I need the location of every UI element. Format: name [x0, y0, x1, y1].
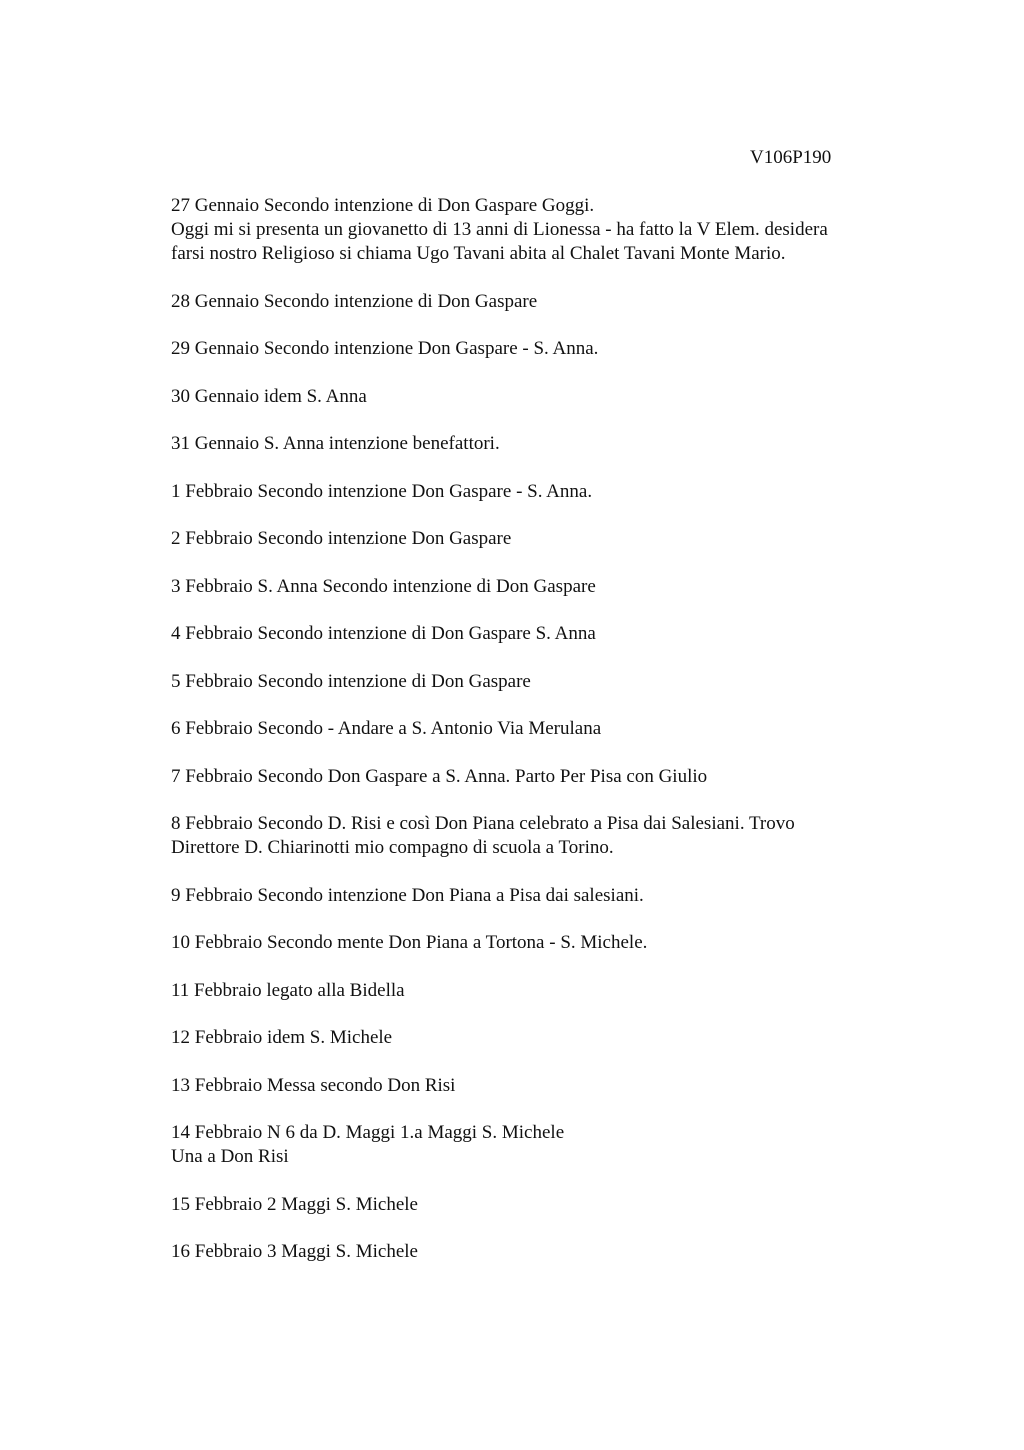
diary-entry	[171, 884, 931, 908]
diary-entry	[171, 717, 931, 741]
entry-line: 8 Febbraio Secondo D. Risi e così Don Piana celebrato a Pisa dai Salesiani. Trovo	[171, 813, 795, 834]
diary-entry	[171, 480, 931, 504]
diary-entry	[171, 575, 931, 599]
entry-line: 7 Febbraio Secondo Don Gaspare a S. Anna. Parto Per Pisa con Giulio	[171, 765, 708, 787]
entry-line: 4 Febbraio Secondo intenzione di Don Gaspare S. Anna	[171, 623, 596, 644]
diary-entry	[171, 1193, 931, 1217]
diary-entry	[171, 194, 931, 266]
entry-line: 12 Febbraio idem S. Michele	[171, 1027, 393, 1048]
entry-line: 15 Febbraio 2 Maggi S. Michele	[171, 1193, 418, 1215]
diary-entry	[171, 527, 931, 551]
entry-line: 29 Gennaio Secondo intenzione Don Gaspare - S. Anna.	[171, 338, 599, 359]
diary-entry	[171, 1074, 931, 1098]
entry-line: Una a Don Risi	[171, 1146, 289, 1167]
entry-line: 16 Febbraio 3 Maggi S. Michele	[171, 1241, 418, 1262]
diary-entry	[171, 1026, 931, 1050]
diary-entry	[171, 670, 931, 694]
entry-line: 14 Febbraio N 6 da D. Maggi 1.a Maggi S. Michele	[171, 1122, 565, 1143]
diary-entry	[171, 1240, 931, 1264]
entry-line: 27 Gennaio Secondo intenzione di Don Gaspare Goggi.	[171, 195, 595, 216]
diary-entry	[171, 337, 931, 361]
entry-line: 28 Gennaio Secondo intenzione di Don Gaspare	[171, 290, 538, 312]
entry-line: 3 Febbraio S. Anna Secondo intenzione di Don Gaspare	[171, 575, 596, 597]
diary-entry	[171, 385, 931, 409]
diary-entry	[171, 432, 931, 456]
entry-line: farsi nostro Religioso si chiama Ugo Tavani abita al Chalet Tavani Monte Mario.	[171, 243, 786, 264]
diary-entry	[171, 1121, 931, 1169]
diary-entry	[171, 979, 931, 1003]
entry-line: Oggi mi si presenta un giovanetto di 13 anni di Lionessa - ha fatto la V Elem. desidera	[171, 219, 828, 240]
diary-entry	[171, 812, 931, 860]
entry-line: 11 Febbraio legato alla Bidella	[171, 979, 405, 1001]
diary-entry	[171, 931, 931, 955]
diary-entry	[171, 622, 931, 646]
entry-line: 10 Febbraio Secondo mente Don Piana a Tortona - S. Michele.	[171, 932, 648, 953]
entry-line: 9 Febbraio Secondo intenzione Don Piana a Pisa dai salesiani.	[171, 884, 644, 906]
entry-line: 31 Gennaio S. Anna intenzione benefattori.	[171, 433, 500, 454]
entry-line: Direttore D. Chiarinotti mio compagno di scuola a Torino.	[171, 837, 614, 858]
entry-line: 1 Febbraio Secondo intenzione Don Gaspare - S. Anna.	[171, 480, 593, 502]
diary-entry	[171, 765, 931, 789]
entry-line: 6 Febbraio Secondo - Andare a S. Antonio Via Merulana	[171, 718, 602, 739]
entry-line: 5 Febbraio Secondo intenzione di Don Gaspare	[171, 670, 531, 692]
page-identifier: V106P190	[750, 147, 832, 168]
entry-line: 13 Febbraio Messa secondo Don Risi	[171, 1074, 456, 1096]
diary-entry	[171, 290, 931, 314]
entry-line: 30 Gennaio idem S. Anna	[171, 385, 367, 407]
entry-line: 2 Febbraio Secondo intenzione Don Gaspare	[171, 528, 512, 549]
diary-entries	[171, 194, 931, 1288]
